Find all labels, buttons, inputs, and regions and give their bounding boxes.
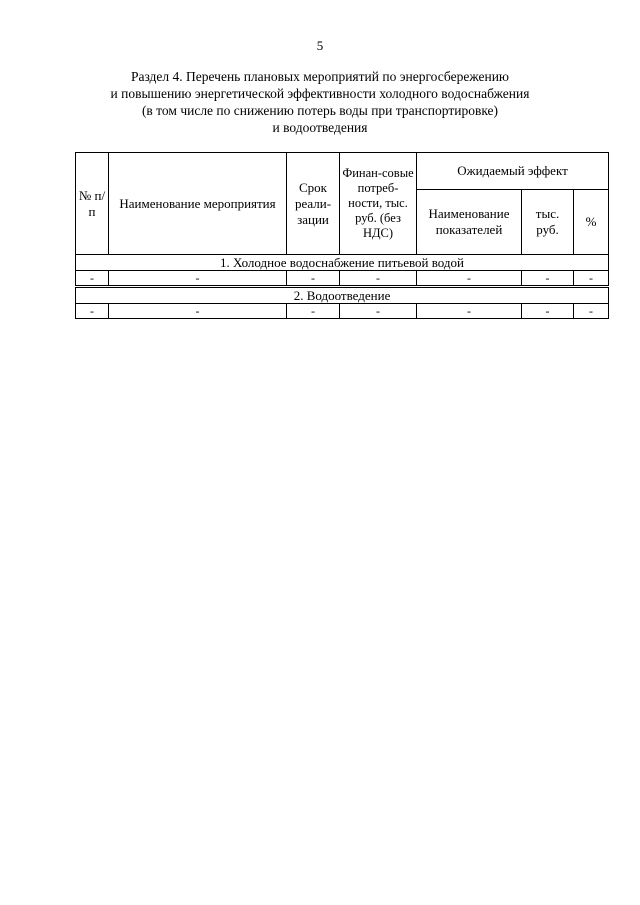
title-line-3: (в том числе по снижению потерь воды при транспортировке): [141, 103, 499, 118]
title-line-4: и водоотведения: [272, 120, 368, 135]
table-cell: -: [76, 271, 109, 287]
header-number: № п/п: [76, 153, 109, 255]
table-cell: -: [574, 304, 609, 319]
header-thousand-rub: тыс. руб.: [522, 190, 574, 255]
table-cell: -: [522, 271, 574, 287]
table-cell: -: [417, 304, 522, 319]
header-name: Наименование мероприятия: [109, 153, 287, 255]
header-percent: %: [574, 190, 609, 255]
section-title-wastewater: 2. Водоотведение: [76, 287, 609, 304]
header-finance: Финан-совые потреб-ности, тыс. руб. (без НДС): [340, 153, 417, 255]
measures-table: [75, 152, 609, 319]
table-cell: -: [109, 271, 287, 287]
section-title-water: 1. Холодное водоснабжение питьевой водой: [76, 255, 609, 271]
section-title: [40, 68, 600, 136]
table-cell: -: [287, 304, 340, 319]
table-cell: -: [574, 271, 609, 287]
table-cell: -: [287, 271, 340, 287]
table-cell: -: [109, 304, 287, 319]
title-line-2: и повышению энергетической эффективности холодного водоснабжения: [110, 86, 530, 101]
header-indicator-name: Наименование показателей: [417, 190, 522, 255]
table-cell: -: [340, 271, 417, 287]
table-cell: -: [340, 304, 417, 319]
table-cell: -: [76, 304, 109, 319]
table-cell: -: [417, 271, 522, 287]
page-number: 5: [316, 38, 324, 53]
table-cell: -: [522, 304, 574, 319]
header-expected-effect: Ожидаемый эффект: [417, 153, 609, 190]
title-line-1: Раздел 4. Перечень плановых мероприятий по энергосбережению: [130, 69, 510, 84]
header-term: Срок реали-зации: [287, 153, 340, 255]
